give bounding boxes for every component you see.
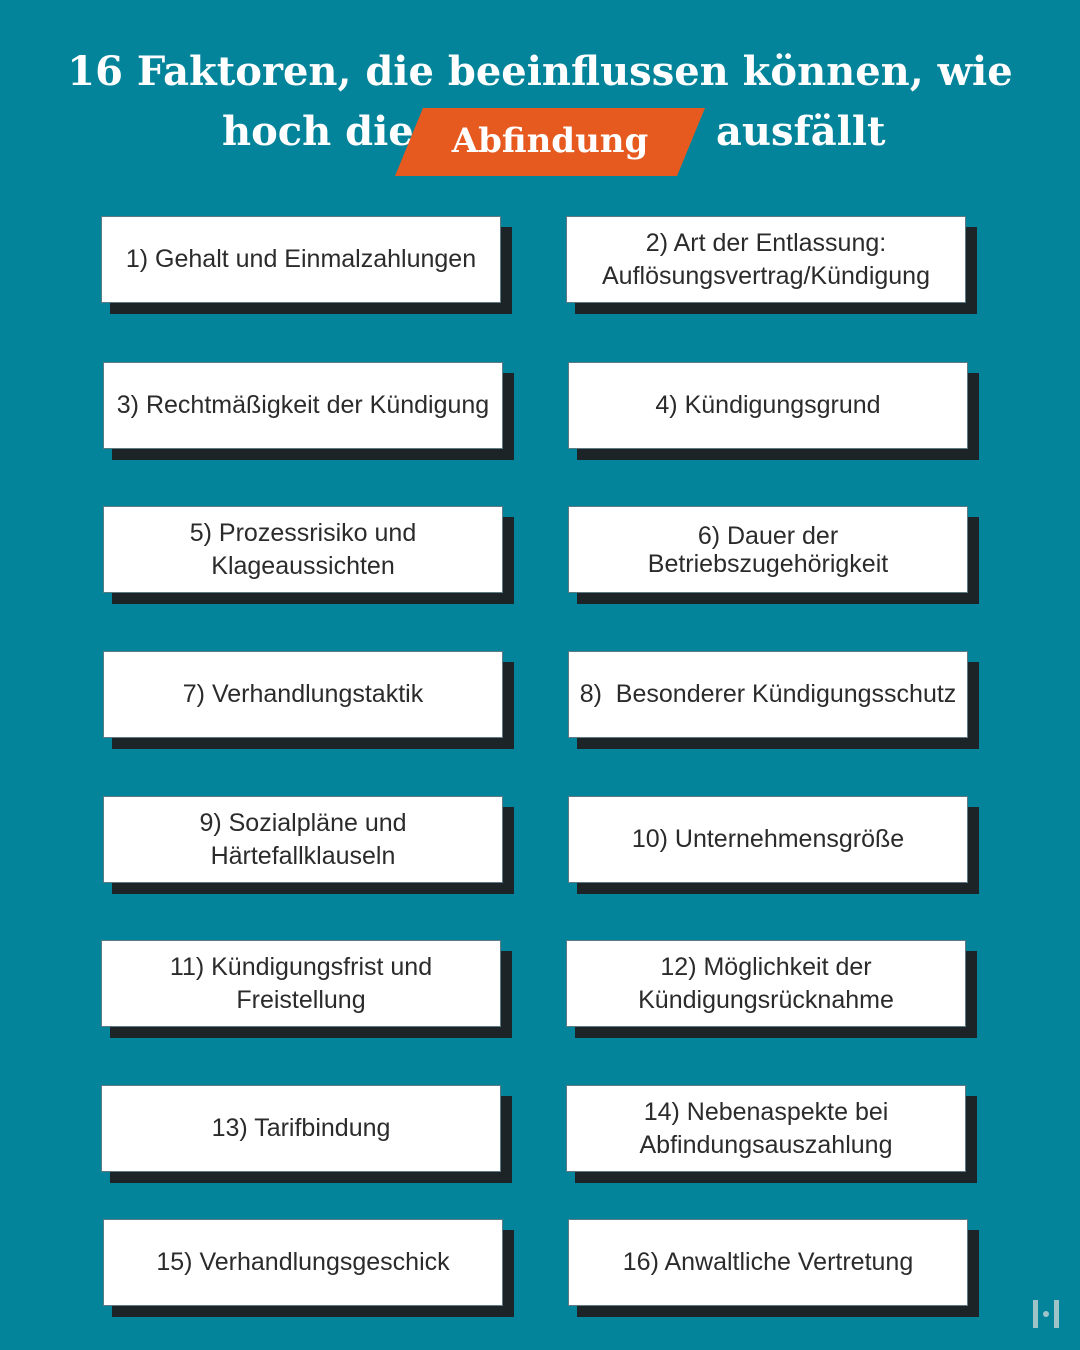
factor-card-body bbox=[568, 506, 968, 593]
factor-card-4 bbox=[568, 362, 968, 449]
factor-label: 6) Dauer der Betriebszugehörigkeit bbox=[647, 521, 889, 578]
factor-card-10 bbox=[568, 796, 968, 883]
factor-card-body bbox=[568, 1219, 968, 1306]
factor-card-body bbox=[566, 216, 966, 303]
h-logo-icon bbox=[1030, 1298, 1062, 1330]
factor-card-5 bbox=[103, 506, 503, 593]
factor-card-3 bbox=[103, 362, 503, 449]
highlight-word: Abfindung bbox=[451, 121, 649, 161]
factor-card-11 bbox=[101, 940, 501, 1027]
factor-card-8 bbox=[568, 651, 968, 738]
factor-label: 13) Tarifbindung bbox=[211, 1114, 391, 1142]
factor-card-body bbox=[103, 796, 503, 883]
factor-card-13 bbox=[101, 1085, 501, 1172]
factor-card-15 bbox=[103, 1219, 503, 1306]
factor-label: 8) Besonderer Kündigungsschutz bbox=[579, 680, 957, 708]
factor-card-7 bbox=[103, 651, 503, 738]
factor-card-6 bbox=[568, 506, 968, 593]
highlight-badge bbox=[395, 108, 705, 176]
factor-card-body bbox=[103, 651, 503, 738]
factor-card-1 bbox=[101, 216, 501, 303]
factor-label: 5) Prozessrisiko und Klageaussichten bbox=[189, 518, 417, 580]
factor-label: 3) Rechtmäßigkeit der Kündigung bbox=[116, 391, 490, 419]
factor-label: 16) Anwaltliche Vertretung bbox=[622, 1248, 914, 1276]
factor-label: 1) Gehalt und Einmalzahlungen bbox=[125, 245, 477, 273]
h-logo-shape bbox=[1030, 1298, 1062, 1330]
factor-card-body bbox=[101, 216, 501, 303]
factor-card-12 bbox=[566, 940, 966, 1027]
factor-label: 15) Verhandlungsgeschick bbox=[156, 1248, 450, 1276]
factor-label: 11) Kündigungsfrist und Freistellung bbox=[169, 952, 433, 1014]
factor-label: 9) Sozialpläne und Härtefallklauseln bbox=[199, 808, 407, 870]
factor-card-body bbox=[566, 1085, 966, 1172]
factor-label: 2) Art der Entlassung: Auflösungsvertrag/Kündigung bbox=[601, 228, 930, 290]
factor-card-body bbox=[103, 362, 503, 449]
factor-card-body bbox=[101, 940, 501, 1027]
factor-card-2 bbox=[566, 216, 966, 303]
title-line-2-end: ausfällt bbox=[716, 108, 886, 155]
factor-card-body bbox=[568, 362, 968, 449]
factor-card-body bbox=[101, 1085, 501, 1172]
factor-label: 7) Verhandlungstaktik bbox=[182, 680, 424, 708]
title-line-1: 16 Faktoren, die beeinflussen können, wie bbox=[67, 48, 1013, 95]
factor-card-body bbox=[103, 506, 503, 593]
factor-card-body bbox=[568, 651, 968, 738]
factor-card-16 bbox=[568, 1219, 968, 1306]
factor-card-body bbox=[566, 940, 966, 1027]
title-line-2-start: hoch die bbox=[222, 108, 414, 155]
factor-card-9 bbox=[103, 796, 503, 883]
factor-label: 10) Unternehmensgröße bbox=[631, 825, 905, 853]
factor-label: 14) Nebenaspekte bei Abfindungsauszahlung bbox=[639, 1097, 893, 1159]
factor-label: 12) Möglichkeit der Kündigungsrücknahme bbox=[638, 952, 894, 1014]
factor-card-14 bbox=[566, 1085, 966, 1172]
factor-card-body bbox=[568, 796, 968, 883]
factor-card-body bbox=[103, 1219, 503, 1306]
factor-label: 4) Kündigungsgrund bbox=[655, 391, 881, 419]
